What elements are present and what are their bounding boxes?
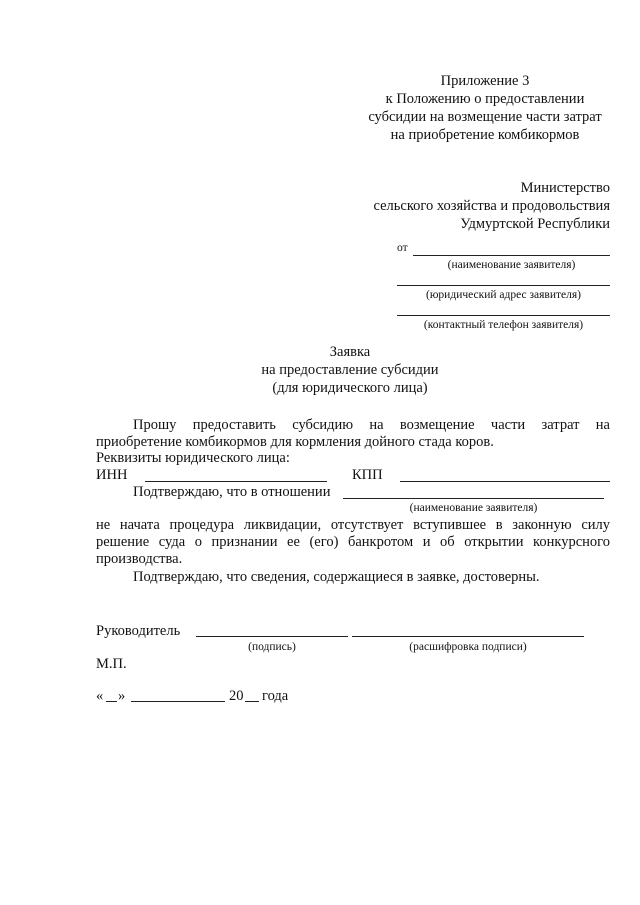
title-main: Заявка [329,344,371,360]
inn-label: ИНН [96,467,128,483]
signature-caption: (подпись) [248,641,296,653]
date-year-prefix: 20 [229,688,244,704]
annex-number: Приложение 3 [440,73,530,89]
kpp-input-line[interactable] [400,481,610,482]
confirm-applicant-caption: (наименование заявителя) [409,502,538,514]
applicant-name-line[interactable] [413,255,610,256]
annex-header [350,72,620,144]
request-text-line2: приобретение комбикормов для кормления дойного стада коров. [96,434,494,450]
applicant-phone-caption: (контактный телефон заявителя) [423,319,584,331]
confirm-applicant-line[interactable] [343,498,604,499]
applicant-address-caption: (юридический адрес заявителя) [426,289,581,301]
date-year-suffix: года [262,688,289,704]
request-text-line1: Прошу предоставить субсидию на возмещение части затрат на [133,417,610,433]
applicant-name-caption: (наименование заявителя) [447,259,576,271]
addressee-line: Удмуртской Республики [460,216,610,232]
signature-decoding-caption: (расшифровка подписи) [409,641,527,653]
signature-decoding-line[interactable] [352,636,584,637]
date-close-quote: » [118,688,126,704]
liquidation-text-line2: решение суда о признании ее (его) банкротом и об открытии конкурсного [96,534,610,550]
from-label: от [397,242,408,254]
title-subject: (для юридического лица) [272,380,428,396]
requisites-label: Реквизиты юридического лица: [96,450,290,466]
liquidation-text-line1: не начата процедура ликвидации, отсутствует вступившее в законную силу [96,517,610,533]
truth-confirmation: Подтверждаю, что сведения, содержащиеся в заявке, достоверны. [133,569,540,585]
applicant-phone-line[interactable] [397,315,610,316]
liquidation-text-line3: производства. [96,551,183,567]
date-open-quote: « [96,688,104,704]
title-subtitle: на предоставление субсидии [261,362,439,378]
head-label: Руководитель [96,623,181,639]
date-year-line[interactable] [245,701,259,702]
signature-line[interactable] [196,636,348,637]
applicant-address-line[interactable] [397,285,610,286]
kpp-label: КПП [352,467,383,483]
annex-reference-line: субсидии на возмещение части затрат [368,109,602,125]
date-day-line[interactable] [106,701,117,702]
document-title [200,343,500,397]
confirm-prefix: Подтверждаю, что в отношении [133,484,331,500]
addressee-line: сельского хозяйства и продовольствия [373,198,610,214]
annex-reference-line: на приобретение комбикормов [390,127,580,143]
addressee-line: Министерство [520,180,610,196]
addressee-block [320,179,610,233]
inn-input-line[interactable] [145,481,327,482]
seal-label: М.П. [96,656,127,672]
date-month-line[interactable] [131,701,225,702]
annex-reference-line: к Положению о предоставлении [385,91,585,107]
